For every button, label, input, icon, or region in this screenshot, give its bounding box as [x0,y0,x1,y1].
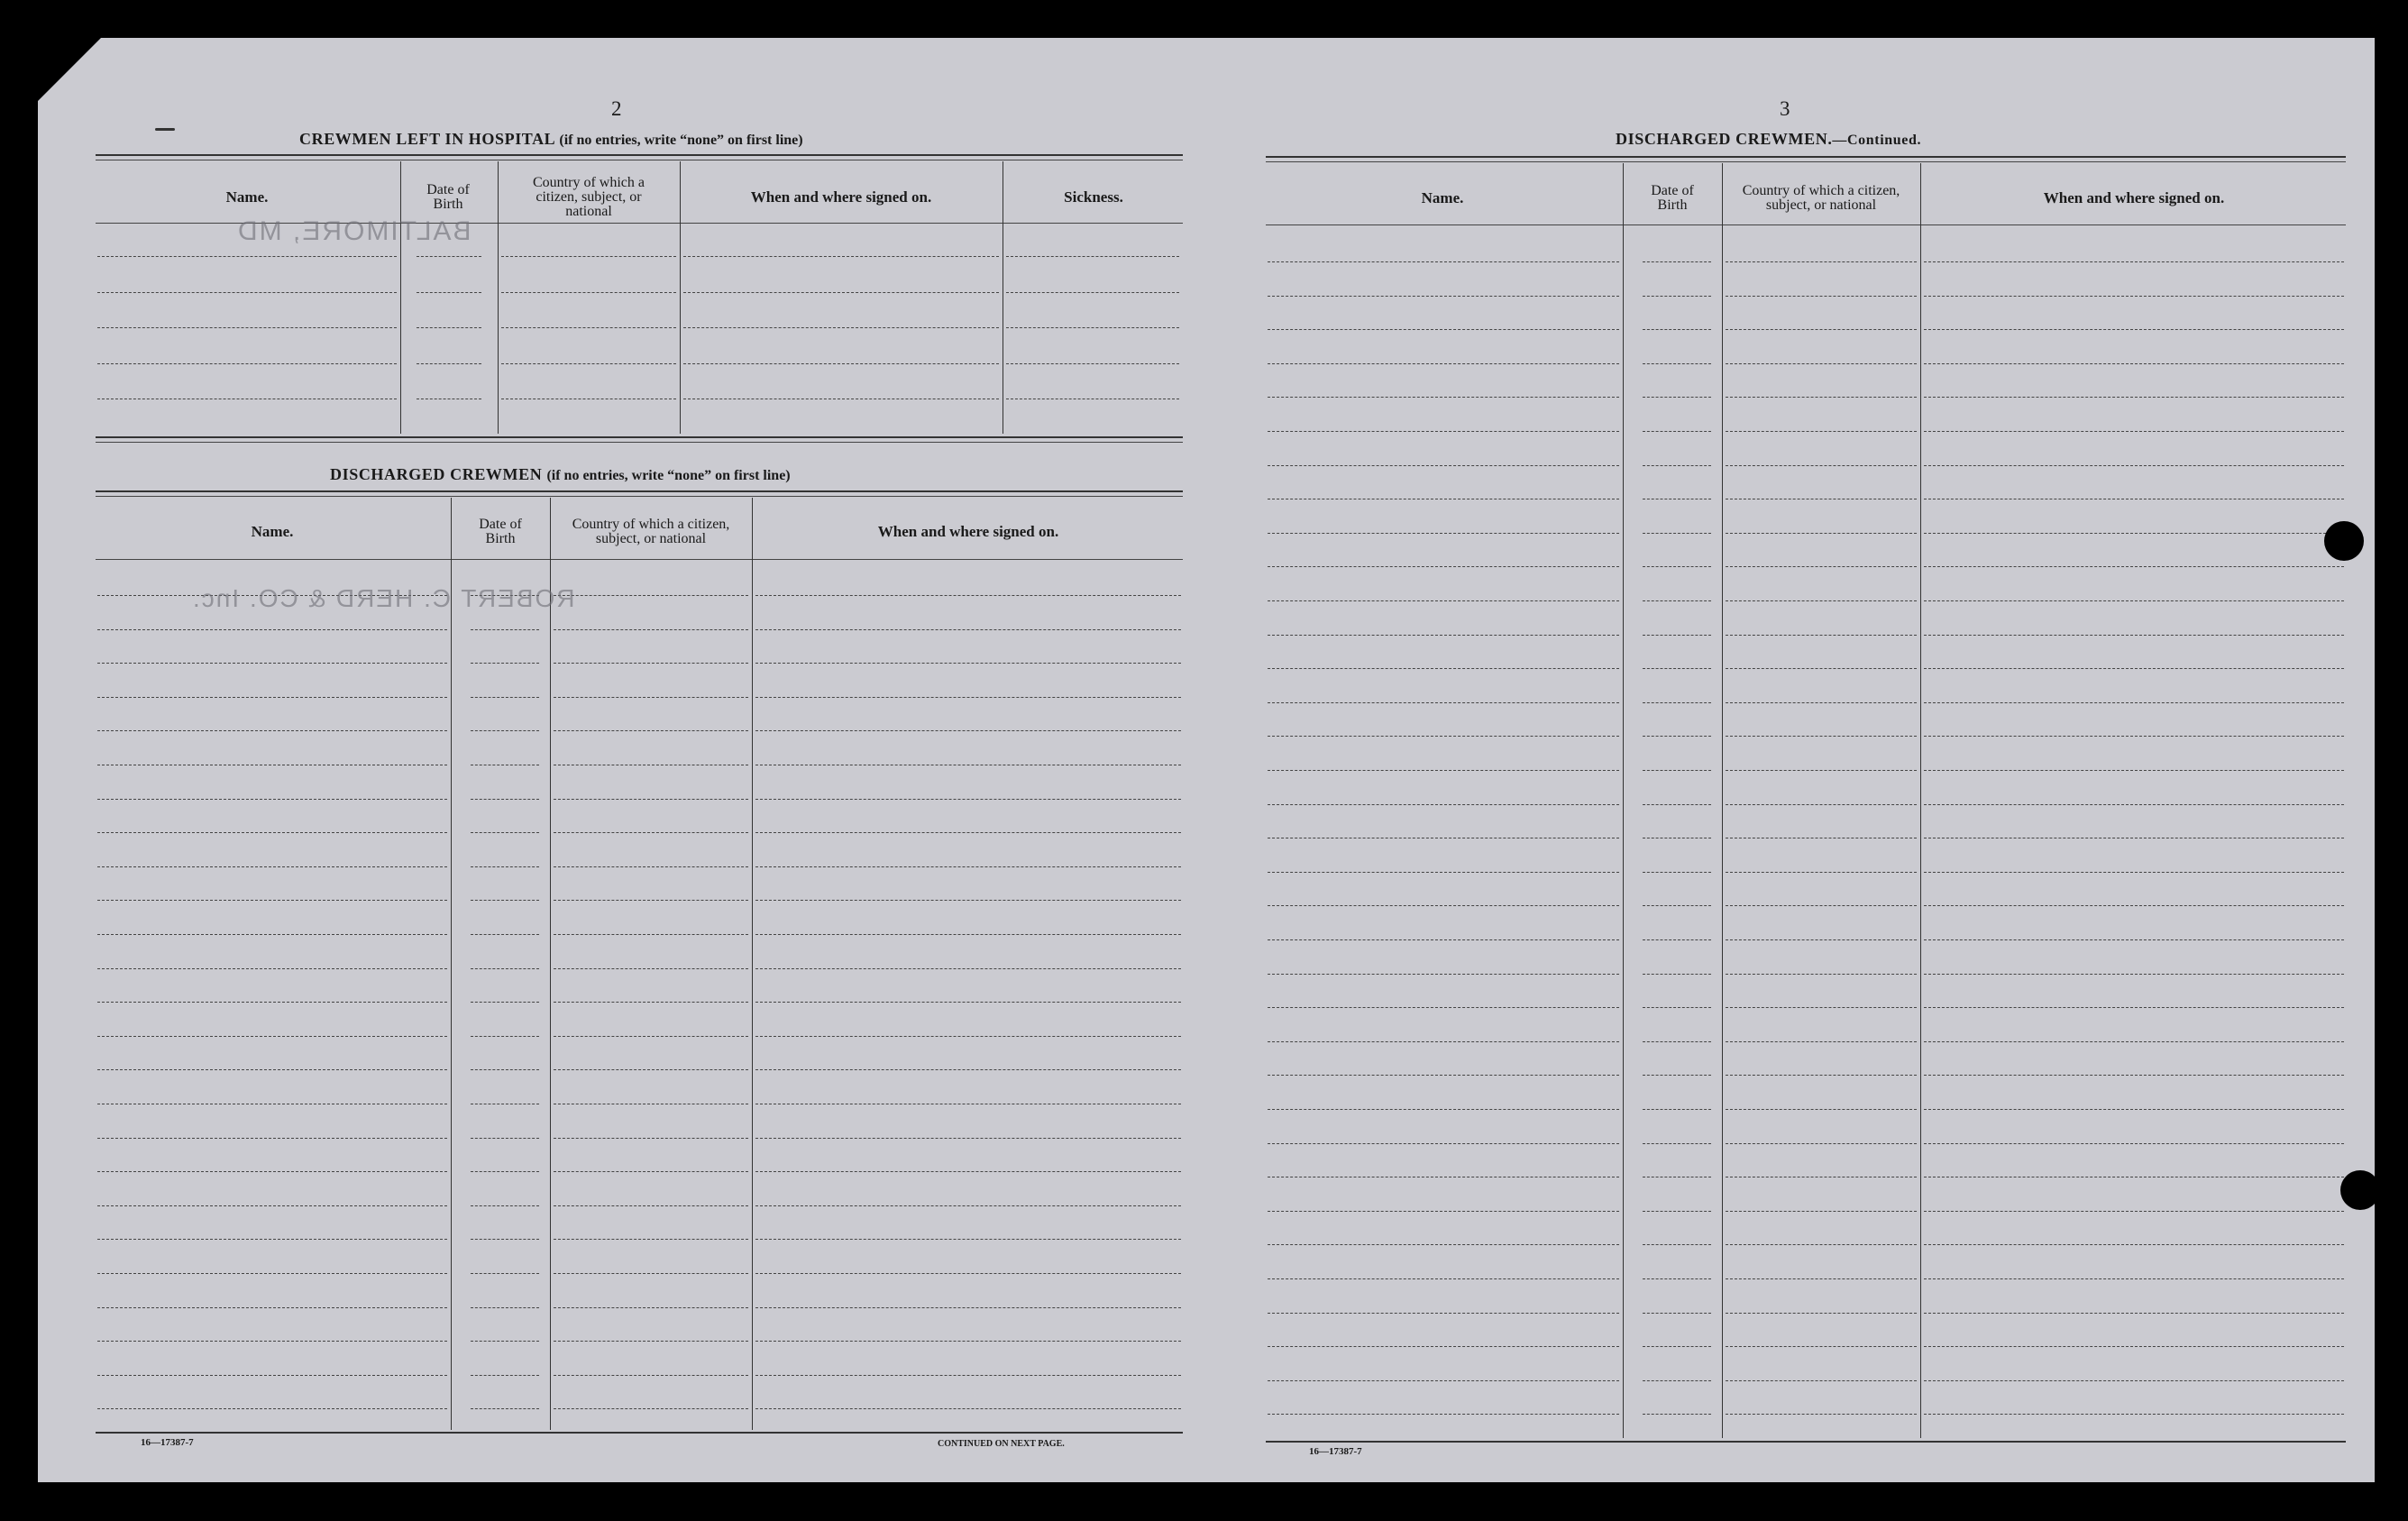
entry-line [471,1375,539,1376]
entry-line [1924,566,2344,567]
entry-line [1006,256,1179,257]
entry-line [1643,1278,1711,1279]
entry-line [554,968,748,969]
entry-line [97,866,447,867]
entry-line [683,363,999,364]
discharged-header-dob: Date of Birth [479,517,522,546]
entry-line [471,730,539,731]
entry-line [755,1069,1181,1070]
entry-line [1726,702,1917,703]
entry-line [1726,1075,1917,1076]
entry-line [1924,1109,2344,1110]
entry-line [1924,1278,2344,1279]
entry-line [554,629,748,630]
entry-line [554,1408,748,1409]
right-col-divider [1722,163,1723,1438]
entry-line [1643,1075,1711,1076]
entry-line [1268,736,1619,737]
entry-line [554,934,748,935]
entry-line [1924,261,2344,262]
entry-line [1268,974,1619,975]
entry-line [1268,939,1619,940]
page-number-left: 2 [611,97,622,120]
entry-line [554,595,748,596]
entry-line [471,1002,539,1003]
entry-line [1268,465,1619,466]
entry-line [554,866,748,867]
entry-line [1643,329,1711,330]
entry-line [1726,1007,1917,1008]
entry-line [1643,363,1711,364]
entry-line [1268,329,1619,330]
entry-line [554,1307,748,1308]
discharged-top-rule-2 [96,496,1183,497]
entry-line [1726,261,1917,262]
entry-line [1924,431,2344,432]
entry-line [755,799,1181,800]
entry-line [554,663,748,664]
hospital-header-country: Country of which a citizen, subject, or national [533,175,645,219]
right-header-dob: Date of Birth [1651,183,1694,213]
entry-line [97,1408,447,1409]
entry-line [1726,1414,1917,1415]
entry-line [1268,1313,1619,1314]
entry-line [755,730,1181,731]
entry-line [1924,770,2344,771]
entry-line [471,799,539,800]
right-header-rule [1266,224,2346,225]
entry-line [471,1205,539,1206]
hospital-header-sickness: Sickness. [1064,188,1123,206]
right-header-country: Country of which a citizen, subject, or national [1742,183,1900,213]
entry-line [97,1002,447,1003]
entry-line [755,1273,1181,1274]
entry-line [554,1171,748,1172]
entry-line [1924,1211,2344,1212]
entry-line [1268,1075,1619,1076]
entry-line [1726,635,1917,636]
page-right [1210,38,2375,1482]
entry-line [97,832,447,833]
stamp-city: BALTIMORE, MD [236,216,472,246]
entry-line [1726,736,1917,737]
entry-line [755,1375,1181,1376]
entry-line [1726,397,1917,398]
entry-line [1643,702,1711,703]
discharged-header-signed: When and where signed on. [877,523,1059,540]
entry-line [1924,600,2344,601]
entry-line [1924,905,2344,906]
entry-line [1726,770,1917,771]
entry-line [1726,566,1917,567]
entry-line [1268,804,1619,805]
entry-line [1268,668,1619,669]
footer-code-left: 16—17387-7 [141,1437,194,1448]
entry-line [97,1273,447,1274]
entry-line [1726,329,1917,330]
entry-line [1268,905,1619,906]
entry-line [755,595,1181,596]
entry-line [1006,292,1179,293]
entry-line [1924,635,2344,636]
page-left [38,38,1210,1482]
hospital-title-text: CREWMEN LEFT IN HOSPITAL [299,130,555,148]
entry-line [1643,1143,1711,1144]
right-col-divider [1623,163,1624,1438]
entry-line [554,799,748,800]
entry-line [1924,363,2344,364]
entry-line [755,866,1181,867]
entry-line [1643,1313,1711,1314]
entry-line [554,832,748,833]
entry-line [554,1036,748,1037]
entry-line [1643,635,1711,636]
punch-hole [2340,1170,2380,1210]
entry-line [1643,465,1711,466]
hospital-bottom-rule-2 [96,442,1183,443]
entry-line [417,292,481,293]
right-col-divider [1920,163,1921,1438]
discharged-header-rule [96,559,1183,560]
entry-line [1924,1075,2344,1076]
entry-line [97,1205,447,1206]
entry-line [1924,702,2344,703]
entry-line [755,1002,1181,1003]
discharged-section-title-left [330,465,791,484]
entry-line [1924,974,2344,975]
entry-line [755,968,1181,969]
entry-line [1643,397,1711,398]
entry-line [1006,363,1179,364]
entry-line [1268,397,1619,398]
entry-line [471,1069,539,1070]
hospital-col-divider [498,161,499,434]
entry-line [1268,261,1619,262]
entry-line [1726,804,1917,805]
entry-line [1643,905,1711,906]
entry-line [471,900,539,901]
entry-line [1726,1244,1917,1245]
entry-line [755,663,1181,664]
entry-line [755,1138,1181,1139]
entry-line [471,1408,539,1409]
entry-line [1268,1007,1619,1008]
entry-line [1268,1244,1619,1245]
entry-line [755,1205,1181,1206]
entry-line [471,934,539,935]
entry-line [97,900,447,901]
entry-line [1924,668,2344,669]
entry-line [1924,939,2344,940]
discharged-section-title-right [1616,130,1921,149]
entry-line [1268,1109,1619,1110]
entry-line [1268,702,1619,703]
entry-line [1726,974,1917,975]
entry-line [1924,1143,2344,1144]
entry-line [1924,1380,2344,1381]
entry-line [1924,329,2344,330]
entry-line [1726,1041,1917,1042]
entry-line [97,697,447,698]
entry-line [471,1239,539,1240]
entry-line [417,363,481,364]
hospital-col-divider [400,161,401,434]
entry-line [501,256,676,257]
entry-line [1643,1244,1711,1245]
discharged-title-note: (if no entries, write “none” on first line) [546,468,791,483]
entry-line [1924,296,2344,297]
entry-line [1643,939,1711,940]
entry-line [755,1408,1181,1409]
entry-line [1643,1380,1711,1381]
entry-line [471,1273,539,1274]
entry-line [471,1171,539,1172]
entry-line [755,934,1181,935]
entry-line [1924,1041,2344,1042]
entry-line [1643,1346,1711,1347]
entry-line [1924,1244,2344,1245]
right-header-name: Name. [1421,189,1464,206]
entry-line [1726,1278,1917,1279]
entry-line [1924,1414,2344,1415]
entry-line [554,1069,748,1070]
entry-line [755,629,1181,630]
entry-line [1643,600,1711,601]
entry-line [755,832,1181,833]
entry-line [554,697,748,698]
entry-line [97,327,397,328]
entry-line [1643,872,1711,873]
entry-line [1268,635,1619,636]
entry-line [683,327,999,328]
right-header-signed: When and where signed on. [2043,189,2225,206]
entry-line [1726,939,1917,940]
entry-line [554,1341,748,1342]
entry-line [1268,431,1619,432]
entry-line [1268,1346,1619,1347]
entry-line [1643,1109,1711,1110]
entry-line [97,1138,447,1139]
entry-line [1006,327,1179,328]
entry-line [97,1341,447,1342]
entry-line [1268,1278,1619,1279]
entry-line [471,1341,539,1342]
entry-line [755,1171,1181,1172]
entry-line [1726,600,1917,601]
entry-line [1924,1007,2344,1008]
entry-line [1643,668,1711,669]
entry-line [1268,1380,1619,1381]
entry-line [1726,296,1917,297]
entry-line [1726,465,1917,466]
entry-line [97,1171,447,1172]
entry-line [1643,974,1711,975]
entry-line [97,629,447,630]
entry-line [1268,1041,1619,1042]
entry-line [554,730,748,731]
entry-line [1643,431,1711,432]
entry-line [1643,1007,1711,1008]
entry-line [501,292,676,293]
discharged-bottom-rule [96,1432,1183,1434]
entry-line [1924,465,2344,466]
entry-line [1924,1346,2344,1347]
entry-line [755,1341,1181,1342]
entry-line [683,292,999,293]
hospital-top-rule [96,154,1183,156]
right-top-rule-2 [1266,161,2346,162]
punch-hole [2324,521,2364,561]
entry-line [1643,736,1711,737]
entry-line [1924,736,2344,737]
entry-line [1268,1143,1619,1144]
entry-line [683,256,999,257]
entry-line [97,1036,447,1037]
entry-line [1726,1346,1917,1347]
hospital-header-signed: When and where signed on. [750,188,932,206]
entry-line [97,1069,447,1070]
entry-line [1268,296,1619,297]
hospital-header-dob: Date of Birth [426,182,470,212]
entry-line [1726,1109,1917,1110]
entry-line [1726,533,1917,534]
entry-line [1268,533,1619,534]
entry-line [1726,1143,1917,1144]
entry-line [1726,1211,1917,1212]
entry-line [554,1138,748,1139]
entry-line [97,968,447,969]
entry-line [1643,1211,1711,1212]
entry-line [1643,261,1711,262]
right-bottom-rule [1266,1441,2346,1443]
footer-code-right: 16—17387-7 [1309,1446,1362,1457]
entry-line [1643,533,1711,534]
entry-line [471,1036,539,1037]
entry-line [1268,770,1619,771]
entry-line [755,1036,1181,1037]
entry-line [1268,600,1619,601]
entry-line [1726,1313,1917,1314]
entry-line [471,663,539,664]
hospital-section-title [299,130,803,149]
entry-line [97,363,397,364]
entry-line [97,934,447,935]
entry-line [1924,533,2344,534]
entry-line [755,697,1181,698]
entry-line [1643,1041,1711,1042]
hospital-title-note: (if no entries, write “none” on first line) [559,133,803,148]
entry-line [1268,1414,1619,1415]
entry-line [554,1273,748,1274]
entry-line [554,1205,748,1206]
entry-line [97,663,447,664]
entry-line [1643,296,1711,297]
entry-line [501,363,676,364]
entry-line [471,832,539,833]
entry-line [97,1307,447,1308]
entry-line [1726,668,1917,669]
footer-continued: CONTINUED ON NEXT PAGE. [938,1439,1065,1449]
entry-line [97,1375,447,1376]
entry-line [471,697,539,698]
entry-line [755,1239,1181,1240]
entry-line [1268,1211,1619,1212]
right-top-rule [1266,156,2346,158]
entry-line [1924,872,2344,873]
entry-line [554,1239,748,1240]
discharged-top-rule [96,490,1183,492]
entry-line [1726,1380,1917,1381]
entry-line [554,1002,748,1003]
entry-line [1643,566,1711,567]
entry-line [1726,431,1917,432]
stray-mark [155,128,175,131]
entry-line [1643,770,1711,771]
entry-line [471,866,539,867]
entry-line [97,799,447,800]
entry-line [554,900,748,901]
discharged-title-text: DISCHARGED CREWMEN [330,465,543,483]
entry-line [97,292,397,293]
entry-line [471,968,539,969]
page-number-right: 3 [1780,97,1790,120]
entry-line [97,730,447,731]
discharged-continued-label: —Continued. [1832,133,1922,148]
discharged-continued-title: DISCHARGED CREWMEN. [1616,130,1833,148]
entry-line [755,1307,1181,1308]
discharged-header-country: Country of which a citizen, subject, or national [572,517,730,546]
hospital-col-divider [680,161,681,434]
discharged-col-divider [451,498,452,1430]
entry-line [417,256,481,257]
entry-line [1643,1414,1711,1415]
entry-line [1268,363,1619,364]
discharged-col-divider [752,498,753,1430]
entry-line [471,1138,539,1139]
discharged-header-name: Name. [251,523,294,540]
stamp-company: ROBERT C. HERD & CO. Inc. [191,584,575,612]
entry-line [554,1375,748,1376]
entry-line [471,629,539,630]
entry-line [417,327,481,328]
entry-line [1924,397,2344,398]
entry-line [471,1307,539,1308]
hospital-bottom-rule [96,436,1183,438]
entry-line [1726,363,1917,364]
entry-line [501,327,676,328]
entry-line [1924,804,2344,805]
entry-line [755,900,1181,901]
entry-line [1726,872,1917,873]
document-sheet [38,38,2375,1482]
hospital-header-name: Name. [225,188,269,206]
entry-line [97,1239,447,1240]
entry-line [1924,1313,2344,1314]
entry-line [1726,905,1917,906]
discharged-col-divider [550,498,551,1430]
entry-line [1268,872,1619,873]
entry-line [1643,804,1711,805]
entry-line [1268,566,1619,567]
entry-line [97,256,397,257]
